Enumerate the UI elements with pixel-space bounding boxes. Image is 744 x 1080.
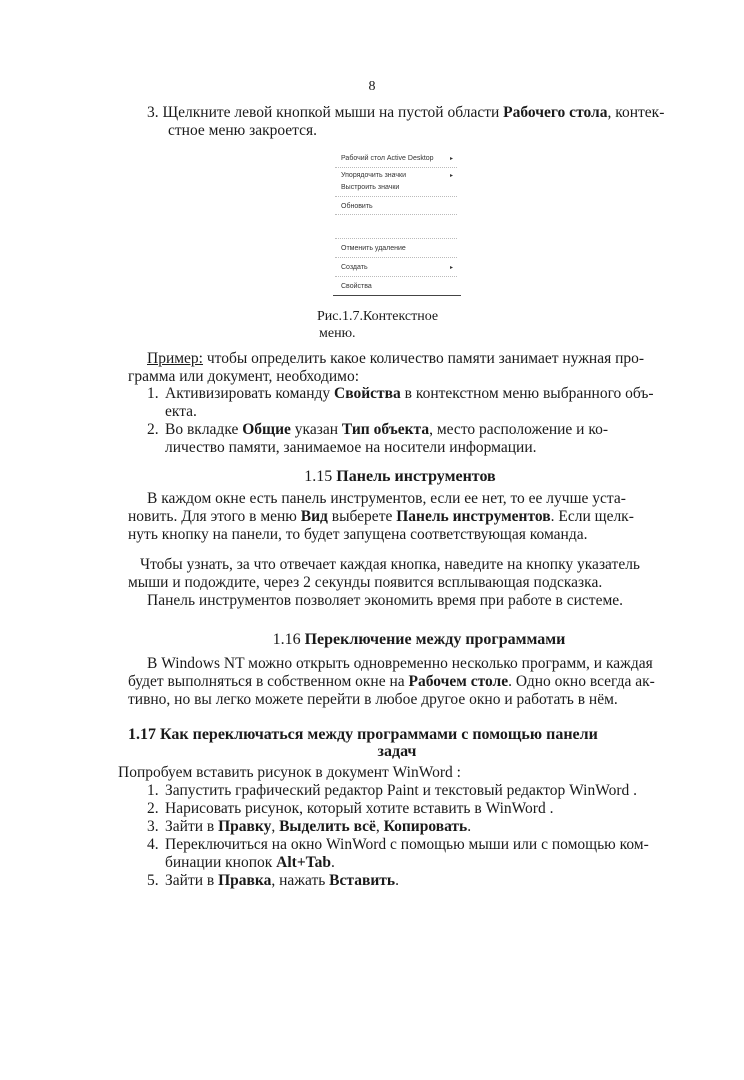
menu-separator [335, 167, 457, 168]
section-1-16-line-2: будет выполняться в собственном окне на Рабочем столе. Одно окно всегда ак- [128, 673, 655, 690]
section-1-17-item-4: 4. Переключиться на окно WinWord с помощью мыши или с помощью ком- [147, 836, 649, 853]
submenu-arrow-icon: ▸ [449, 156, 453, 162]
menu-item-new: Создать ▸ [341, 264, 453, 271]
section-1-16-heading: 1.16 Переключение между программами [272, 631, 566, 648]
menu-separator [335, 196, 457, 197]
example-label: Пример: [147, 350, 203, 367]
menu-item-arrange-icons: Упорядочить значки ▸ [341, 172, 453, 179]
menu-separator [335, 238, 457, 239]
step-3 [147, 104, 664, 121]
section-1-15-p1-line-2: новить. Для этого в меню Вид выберете Панель инструментов. Если щелк- [128, 508, 634, 525]
submenu-arrow-icon: ▸ [449, 265, 453, 271]
menu-item-undo-delete: Отменить удаление [341, 245, 406, 252]
section-1-15-p1-line-3: нуть кнопку на панели, то будет запущена соответствующая команда. [128, 526, 588, 543]
menu-separator [335, 214, 457, 215]
caption-line-1: Рис.1.7.Контекстное [317, 309, 439, 324]
section-1-17-item-1: 1. Запустить графический редактор Paint и текстовый редактор WinWord . [147, 782, 638, 799]
example-line-2: грамма или документ, необходимо: [128, 368, 360, 385]
menu-item-properties: Свойства [341, 283, 372, 290]
menu-separator [335, 257, 457, 258]
example-item-2-cont: личество памяти, занимаемое на носители информации. [165, 439, 537, 456]
section-1-17-item-5: 5. Зайти в Правка, нажать Вставить. [147, 872, 399, 889]
section-1-17-heading-line-2: задач [377, 743, 417, 760]
section-1-15-p2-line-2: мыши и подождите, через 2 секунды появится всплывающая подсказка. [128, 574, 603, 591]
section-1-16-line-3: тивно, но вы легко можете перейти в любое другое окно и работать в нём. [128, 691, 618, 708]
section-1-17-item-2: 2. Нарисовать рисунок, который хотите вставить в WinWord . [147, 800, 554, 817]
menu-item-active-desktop: Рабочий стол Active Desktop ▸ [341, 155, 453, 162]
caption-line-2: меню. [319, 326, 356, 341]
section-1-15-p1-line-1: В каждом окне есть панель инструментов, если ее нет, то ее лучше уста- [147, 490, 626, 507]
section-1-15-p2-line-1: Чтобы узнать, за что отвечает каждая кнопка, наведите на кнопку указатель [140, 556, 640, 573]
page-number: 8 [368, 79, 376, 94]
section-1-17-intro: Попробуем вставить рисунок в документ WinWord : [118, 764, 461, 781]
section-1-17-item-3: 3. Зайти в Правку, Выделить всё, Копировать. [147, 818, 472, 835]
submenu-arrow-icon: ▸ [449, 173, 453, 179]
section-1-17-heading-line-1: 1.17 Как переключаться между программами с помощью панели [128, 726, 598, 743]
figure-caption [317, 308, 467, 342]
section-1-16-line-1: В Windows NT можно открыть одновременно несколько программ, и каждая [147, 655, 653, 672]
step-3-line-2: стное меню закроется. [168, 122, 318, 139]
section-1-17-item-4-cont: бинации кнопок Alt+Tab. [165, 854, 335, 871]
menu-bottom-border [333, 295, 461, 296]
menu-item-line-up-icons: Выстроить значки [341, 184, 400, 191]
example-item-1: 1. Активизировать команду Свойства в контекстном меню выбранного объ- [147, 385, 654, 402]
step-3-line-1: 3. Щелкните левой кнопкой мыши на пустой области Рабочего стола, контек- [147, 104, 665, 121]
example-item-2: 2. Во вкладке Общие указан Тип объекта, место расположение и ко- [147, 421, 609, 438]
menu-separator [335, 276, 457, 277]
section-1-15-heading: 1.15 Панель инструментов [304, 468, 496, 485]
menu-item-refresh: Обновить [341, 203, 373, 210]
example-line-1: Пример: чтобы определить какое количество памяти занимает нужная про- [147, 350, 645, 367]
section-1-15-p3: Панель инструментов позволяет экономить время при работе в системе. [147, 592, 624, 609]
example-item-1-cont: екта. [165, 403, 197, 420]
